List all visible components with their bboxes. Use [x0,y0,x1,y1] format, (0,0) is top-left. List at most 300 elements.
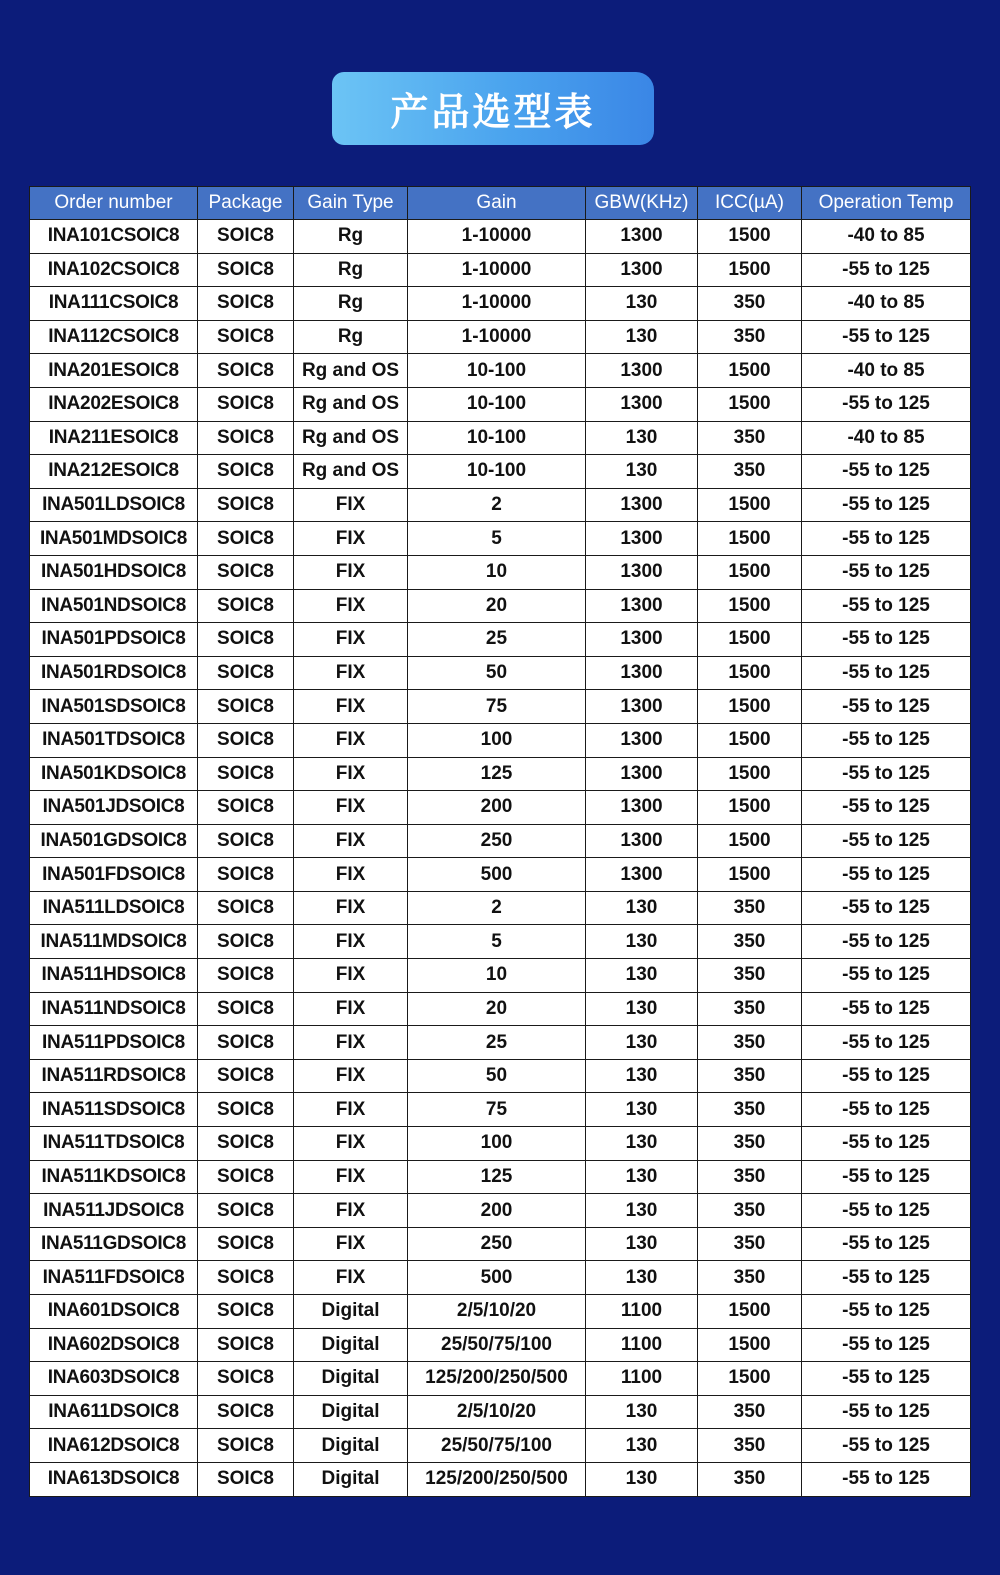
cell-package: SOIC8 [198,723,294,757]
cell-icc: 350 [698,925,802,959]
cell-operation-temp: -55 to 125 [802,656,971,690]
header-gain: Gain [408,187,586,220]
cell-gain-type: FIX [294,555,408,589]
cell-operation-temp: -40 to 85 [802,354,971,388]
cell-package: SOIC8 [198,253,294,287]
cell-gbw: 130 [586,1429,698,1463]
table-row [30,824,971,858]
cell-package: SOIC8 [198,1026,294,1060]
cell-order-number: INA501JDSOIC8 [30,791,198,825]
cell-package: SOIC8 [198,320,294,354]
cell-gbw: 130 [586,287,698,321]
cell-order-number: INA501RDSOIC8 [30,656,198,690]
cell-icc: 350 [698,455,802,489]
cell-gbw: 1300 [586,690,698,724]
header-icc: ICC(µA) [698,187,802,220]
cell-operation-temp: -55 to 125 [802,1295,971,1329]
cell-gain-type: FIX [294,891,408,925]
cell-gain-type: FIX [294,1127,408,1161]
cell-gain-type: Rg and OS [294,354,408,388]
cell-gbw: 130 [586,1093,698,1127]
cell-gain: 100 [408,723,586,757]
cell-icc: 1500 [698,757,802,791]
cell-operation-temp: -55 to 125 [802,320,971,354]
cell-gbw: 1300 [586,522,698,556]
cell-gain: 1-10000 [408,320,586,354]
cell-order-number: INA201ESOIC8 [30,354,198,388]
cell-order-number: INA501PDSOIC8 [30,623,198,657]
cell-package: SOIC8 [198,1261,294,1295]
cell-gain: 10-100 [408,421,586,455]
cell-gbw: 1300 [586,623,698,657]
cell-gain: 1-10000 [408,220,586,254]
cell-gbw: 1300 [586,589,698,623]
table-row [30,891,971,925]
cell-operation-temp: -55 to 125 [802,253,971,287]
cell-gain-type: FIX [294,824,408,858]
cell-gbw: 130 [586,1194,698,1228]
cell-package: SOIC8 [198,220,294,254]
cell-package: SOIC8 [198,891,294,925]
table-body [30,220,971,1497]
cell-package: SOIC8 [198,555,294,589]
cell-icc: 1500 [698,220,802,254]
table-row [30,791,971,825]
cell-operation-temp: -55 to 125 [802,455,971,489]
cell-icc: 350 [698,1160,802,1194]
cell-order-number: INA511TDSOIC8 [30,1127,198,1161]
cell-gain: 125 [408,1160,586,1194]
table-row [30,488,971,522]
table-row [30,522,971,556]
cell-gbw: 130 [586,320,698,354]
cell-order-number: INA511RDSOIC8 [30,1059,198,1093]
cell-operation-temp: -55 to 125 [802,1160,971,1194]
cell-package: SOIC8 [198,1328,294,1362]
cell-gain: 10-100 [408,354,586,388]
cell-operation-temp: -55 to 125 [802,690,971,724]
cell-order-number: INA501SDSOIC8 [30,690,198,724]
cell-package: SOIC8 [198,992,294,1026]
cell-operation-temp: -55 to 125 [802,723,971,757]
cell-gain-type: Digital [294,1395,408,1429]
cell-gain-type: FIX [294,656,408,690]
cell-gain: 10 [408,555,586,589]
table-row [30,723,971,757]
table-row [30,690,971,724]
table-row [30,287,971,321]
cell-gbw: 1300 [586,387,698,421]
cell-gain-type: Digital [294,1362,408,1396]
cell-package: SOIC8 [198,1127,294,1161]
cell-gain: 50 [408,1059,586,1093]
cell-gain-type: Rg [294,253,408,287]
cell-gain: 50 [408,656,586,690]
cell-operation-temp: -55 to 125 [802,387,971,421]
cell-icc: 350 [698,1093,802,1127]
cell-order-number: INA102CSOIC8 [30,253,198,287]
cell-order-number: INA511KDSOIC8 [30,1160,198,1194]
cell-icc: 1500 [698,690,802,724]
cell-icc: 1500 [698,589,802,623]
cell-gain: 2 [408,891,586,925]
cell-order-number: INA511HDSOIC8 [30,959,198,993]
cell-icc: 1500 [698,858,802,892]
cell-order-number: INA501HDSOIC8 [30,555,198,589]
cell-operation-temp: -55 to 125 [802,1429,971,1463]
cell-gain: 10 [408,959,586,993]
cell-package: SOIC8 [198,656,294,690]
cell-operation-temp: -55 to 125 [802,623,971,657]
cell-order-number: INA613DSOIC8 [30,1462,198,1496]
cell-operation-temp: -55 to 125 [802,488,971,522]
cell-package: SOIC8 [198,757,294,791]
cell-icc: 350 [698,1395,802,1429]
table-row [30,959,971,993]
cell-package: SOIC8 [198,1362,294,1396]
cell-package: SOIC8 [198,1395,294,1429]
cell-order-number: INA511JDSOIC8 [30,1194,198,1228]
table-row [30,1093,971,1127]
cell-operation-temp: -55 to 125 [802,1462,971,1496]
cell-operation-temp: -55 to 125 [802,791,971,825]
cell-order-number: INA511MDSOIC8 [30,925,198,959]
cell-gain-type: Digital [294,1429,408,1463]
cell-icc: 350 [698,959,802,993]
cell-gain-type: FIX [294,723,408,757]
cell-gain-type: FIX [294,1059,408,1093]
table-row [30,555,971,589]
cell-icc: 1500 [698,522,802,556]
cell-icc: 350 [698,1026,802,1060]
cell-operation-temp: -55 to 125 [802,824,971,858]
cell-gain: 1-10000 [408,253,586,287]
cell-gain: 75 [408,690,586,724]
table-row [30,992,971,1026]
cell-gain: 20 [408,589,586,623]
cell-gain: 10-100 [408,387,586,421]
cell-gbw: 1300 [586,220,698,254]
cell-operation-temp: -55 to 125 [802,891,971,925]
table-row [30,656,971,690]
product-selection-table [29,186,971,1497]
cell-gain-type: FIX [294,858,408,892]
cell-icc: 350 [698,320,802,354]
cell-operation-temp: -55 to 125 [802,1059,971,1093]
cell-operation-temp: -55 to 125 [802,858,971,892]
table-row [30,1362,971,1396]
cell-gain: 2/5/10/20 [408,1295,586,1329]
cell-gain: 25/50/75/100 [408,1429,586,1463]
cell-operation-temp: -55 to 125 [802,589,971,623]
cell-package: SOIC8 [198,421,294,455]
cell-package: SOIC8 [198,589,294,623]
cell-gbw: 130 [586,992,698,1026]
cell-order-number: INA211ESOIC8 [30,421,198,455]
cell-operation-temp: -55 to 125 [802,1127,971,1161]
cell-operation-temp: -40 to 85 [802,421,971,455]
cell-gain-type: Rg [294,287,408,321]
cell-gain: 2/5/10/20 [408,1395,586,1429]
selection-table-container [29,186,970,1497]
cell-gain-type: Rg and OS [294,421,408,455]
cell-operation-temp: -55 to 125 [802,1026,971,1060]
cell-icc: 350 [698,1462,802,1496]
cell-gain: 5 [408,925,586,959]
table-row [30,1395,971,1429]
table-row [30,354,971,388]
cell-gbw: 130 [586,1395,698,1429]
cell-gbw: 130 [586,1160,698,1194]
table-row [30,1127,971,1161]
cell-package: SOIC8 [198,1194,294,1228]
cell-gbw: 130 [586,891,698,925]
cell-icc: 350 [698,992,802,1026]
cell-package: SOIC8 [198,455,294,489]
cell-icc: 350 [698,1059,802,1093]
cell-gain: 5 [408,522,586,556]
cell-gbw: 130 [586,421,698,455]
cell-icc: 350 [698,891,802,925]
cell-gbw: 130 [586,1059,698,1093]
cell-operation-temp: -55 to 125 [802,1093,971,1127]
cell-order-number: INA501FDSOIC8 [30,858,198,892]
cell-operation-temp: -40 to 85 [802,220,971,254]
cell-package: SOIC8 [198,1059,294,1093]
cell-order-number: INA511NDSOIC8 [30,992,198,1026]
cell-order-number: INA501KDSOIC8 [30,757,198,791]
cell-gbw: 1300 [586,791,698,825]
cell-gbw: 130 [586,1026,698,1060]
cell-icc: 350 [698,1227,802,1261]
cell-operation-temp: -55 to 125 [802,1395,971,1429]
cell-gain: 200 [408,1194,586,1228]
cell-gain-type: Digital [294,1295,408,1329]
cell-operation-temp: -55 to 125 [802,959,971,993]
cell-gain: 500 [408,1261,586,1295]
cell-icc: 1500 [698,656,802,690]
cell-order-number: INA511LDSOIC8 [30,891,198,925]
cell-gain-type: Digital [294,1328,408,1362]
cell-gain-type: Digital [294,1462,408,1496]
cell-package: SOIC8 [198,1429,294,1463]
header-gbw: GBW(KHz) [586,187,698,220]
table-row [30,1059,971,1093]
cell-gain: 10-100 [408,455,586,489]
cell-gbw: 1300 [586,354,698,388]
cell-package: SOIC8 [198,1093,294,1127]
cell-gain: 1-10000 [408,287,586,321]
cell-package: SOIC8 [198,959,294,993]
cell-icc: 1500 [698,824,802,858]
cell-package: SOIC8 [198,287,294,321]
cell-gain-type: FIX [294,623,408,657]
cell-order-number: INA612DSOIC8 [30,1429,198,1463]
table-header-row [30,187,971,220]
cell-operation-temp: -55 to 125 [802,757,971,791]
cell-package: SOIC8 [198,1462,294,1496]
cell-gain: 25 [408,1026,586,1060]
cell-order-number: INA611DSOIC8 [30,1395,198,1429]
cell-package: SOIC8 [198,791,294,825]
cell-gain: 2 [408,488,586,522]
cell-gbw: 1300 [586,757,698,791]
cell-order-number: INA501TDSOIC8 [30,723,198,757]
cell-icc: 1500 [698,354,802,388]
cell-gbw: 130 [586,925,698,959]
cell-gbw: 1300 [586,488,698,522]
cell-order-number: INA112CSOIC8 [30,320,198,354]
cell-package: SOIC8 [198,1295,294,1329]
table-row [30,253,971,287]
cell-package: SOIC8 [198,1160,294,1194]
cell-gain: 20 [408,992,586,1026]
table-row [30,1227,971,1261]
cell-package: SOIC8 [198,387,294,421]
cell-icc: 350 [698,1127,802,1161]
table-row [30,455,971,489]
table-row [30,220,971,254]
cell-package: SOIC8 [198,623,294,657]
table-row [30,589,971,623]
table-row [30,387,971,421]
cell-gain-type: FIX [294,1194,408,1228]
table-row [30,858,971,892]
cell-operation-temp: -55 to 125 [802,1362,971,1396]
cell-icc: 1500 [698,623,802,657]
cell-gain: 125/200/250/500 [408,1362,586,1396]
cell-package: SOIC8 [198,1227,294,1261]
table-row [30,320,971,354]
cell-package: SOIC8 [198,522,294,556]
cell-gain-type: FIX [294,522,408,556]
cell-package: SOIC8 [198,824,294,858]
cell-operation-temp: -55 to 125 [802,925,971,959]
cell-package: SOIC8 [198,925,294,959]
cell-gbw: 130 [586,1227,698,1261]
cell-operation-temp: -55 to 125 [802,1227,971,1261]
cell-gbw: 130 [586,959,698,993]
cell-icc: 350 [698,421,802,455]
cell-operation-temp: -55 to 125 [802,522,971,556]
cell-icc: 1500 [698,1295,802,1329]
cell-icc: 1500 [698,555,802,589]
table-row [30,1194,971,1228]
cell-gain-type: FIX [294,1093,408,1127]
cell-icc: 1500 [698,1362,802,1396]
cell-order-number: INA501NDSOIC8 [30,589,198,623]
cell-gain: 250 [408,824,586,858]
cell-gain: 25 [408,623,586,657]
table-row [30,1160,971,1194]
cell-gbw: 1300 [586,858,698,892]
cell-gbw: 1300 [586,723,698,757]
header-gain-type: Gain Type [294,187,408,220]
cell-operation-temp: -40 to 85 [802,287,971,321]
cell-order-number: INA603DSOIC8 [30,1362,198,1396]
cell-gbw: 130 [586,1462,698,1496]
page-title: 产品选型表 [332,72,654,145]
cell-gain-type: Rg and OS [294,387,408,421]
cell-order-number: INA601DSOIC8 [30,1295,198,1329]
cell-gbw: 1300 [586,656,698,690]
table-row [30,1026,971,1060]
cell-gain-type: FIX [294,488,408,522]
cell-order-number: INA501LDSOIC8 [30,488,198,522]
cell-order-number: INA101CSOIC8 [30,220,198,254]
cell-gain-type: Rg and OS [294,455,408,489]
cell-order-number: INA511FDSOIC8 [30,1261,198,1295]
cell-gain-type: Rg [294,220,408,254]
table-row [30,1328,971,1362]
cell-operation-temp: -55 to 125 [802,555,971,589]
cell-operation-temp: -55 to 125 [802,992,971,1026]
cell-gain-type: FIX [294,925,408,959]
cell-order-number: INA202ESOIC8 [30,387,198,421]
table-row [30,1462,971,1496]
cell-gbw: 130 [586,1127,698,1161]
cell-gbw: 130 [586,1261,698,1295]
cell-gbw: 1100 [586,1362,698,1396]
cell-icc: 1500 [698,488,802,522]
table-row [30,421,971,455]
cell-order-number: INA111CSOIC8 [30,287,198,321]
cell-gain-type: FIX [294,1026,408,1060]
cell-order-number: INA511SDSOIC8 [30,1093,198,1127]
cell-icc: 1500 [698,791,802,825]
cell-package: SOIC8 [198,690,294,724]
cell-order-number: INA501MDSOIC8 [30,522,198,556]
cell-icc: 1500 [698,723,802,757]
cell-order-number: INA501GDSOIC8 [30,824,198,858]
cell-gain-type: FIX [294,757,408,791]
cell-gain-type: Rg [294,320,408,354]
cell-order-number: INA511PDSOIC8 [30,1026,198,1060]
table-row [30,1295,971,1329]
table-row [30,623,971,657]
cell-icc: 350 [698,1194,802,1228]
cell-gbw: 1300 [586,555,698,589]
table-row [30,925,971,959]
header-operation-temp: Operation Temp [802,187,971,220]
cell-gbw: 1300 [586,253,698,287]
table-row [30,1429,971,1463]
cell-icc: 350 [698,1261,802,1295]
cell-package: SOIC8 [198,858,294,892]
cell-icc: 350 [698,1429,802,1463]
cell-order-number: INA212ESOIC8 [30,455,198,489]
cell-order-number: INA511GDSOIC8 [30,1227,198,1261]
cell-gain-type: FIX [294,992,408,1026]
cell-gain: 250 [408,1227,586,1261]
cell-gain: 125 [408,757,586,791]
cell-operation-temp: -55 to 125 [802,1194,971,1228]
cell-package: SOIC8 [198,354,294,388]
table-row [30,1261,971,1295]
cell-operation-temp: -55 to 125 [802,1328,971,1362]
cell-gain: 500 [408,858,586,892]
cell-gbw: 130 [586,455,698,489]
cell-gain: 25/50/75/100 [408,1328,586,1362]
cell-operation-temp: -55 to 125 [802,1261,971,1295]
table-row [30,757,971,791]
cell-gain-type: FIX [294,589,408,623]
cell-gain-type: FIX [294,791,408,825]
cell-gain-type: FIX [294,690,408,724]
cell-gain: 125/200/250/500 [408,1462,586,1496]
cell-gain: 200 [408,791,586,825]
cell-gain-type: FIX [294,1227,408,1261]
